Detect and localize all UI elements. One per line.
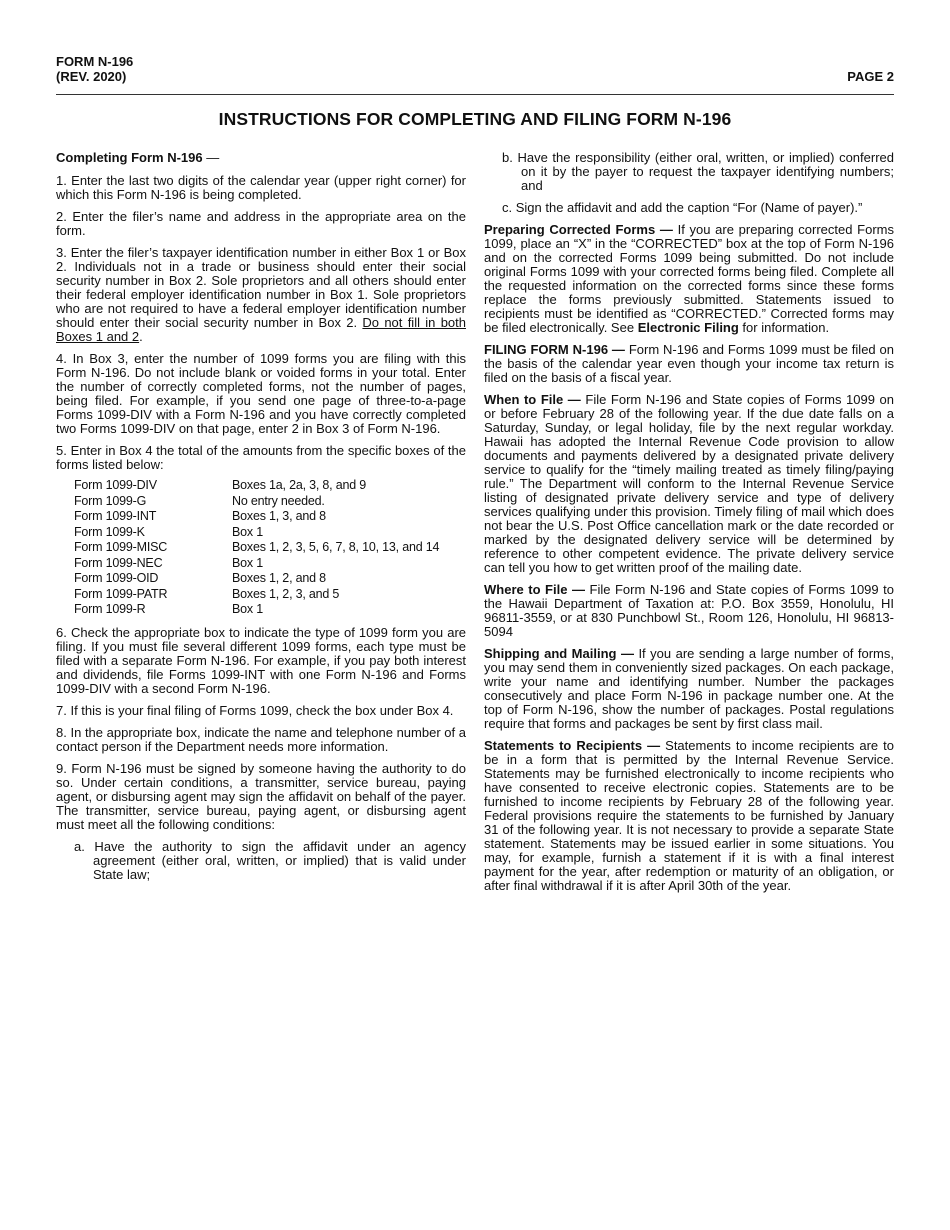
form-boxes-cell: No entry needed.: [232, 493, 325, 508]
where-text: File Form N-196 and State copies of Forms 1099 to the Hawaii Department of Taxation at: P.O. Box 3559, Honolulu, HI 96811-3559, or at 830 Punchbowl St., Room 126, Honolulu, HI 96813-5094: [484, 582, 894, 639]
statements-heading: Statements to Recipients —: [484, 738, 661, 753]
condition-b: b. Have the responsibility (either oral, written, or implied) conferred on it by the payer to request the taxpayer identifying numbers; and: [502, 150, 894, 193]
conditions-list-continued: [484, 151, 894, 215]
table-row: [74, 540, 439, 556]
shipping-text: If you are sending a large number of forms, you may send them in conveniently sized packages. On each package, write your name and identifying number. Number the packages consecutively and place Form N-196 in package number one. At the top of Form N-196, show the number of packages. Postal regulations require that forms and packages be sent by first class mail.: [484, 646, 895, 731]
filing-heading: FILING FORM N-196 —: [484, 342, 625, 357]
table-row: [74, 494, 439, 510]
table-row: [74, 509, 439, 525]
form-name-cell: Form 1099-NEC: [74, 555, 163, 570]
filing-text: Form N-196 and Forms 1099 must be filed on the basis of the calendar year even though your income tax return is filed on the basis of a fiscal year.: [484, 342, 894, 385]
section-shipping: [484, 647, 894, 731]
form-boxes-cell: Boxes 1, 2, and 8: [232, 571, 326, 585]
page-title: INSTRUCTIONS FOR COMPLETING AND FILING FORM N-196: [218, 109, 732, 129]
shipping-heading: Shipping and Mailing —: [484, 646, 634, 661]
where-heading: Where to File —: [484, 582, 585, 597]
form-header: [56, 54, 133, 84]
instruction-9: 9. Form N-196 must be signed by someone having the authority to do so. Under certain conditions, a transmitter, service bureau, paying agent, or disbursing agent may sign the affidavit on behalf of the payer. The transmitter, service bureau, paying agent, or disbursing agent must meet all the following conditions:: [56, 760, 466, 832]
corrected-end: for information.: [738, 320, 830, 335]
table-row: [74, 602, 439, 618]
page-number: PAGE 2: [847, 69, 894, 84]
instruction-3-emphasis: Do not fill in both Boxes 1 and 2: [56, 315, 466, 344]
instruction-8: 8. In the appropriate box, indicate the name and telephone number of a contact person if the Department needs more information.: [56, 724, 466, 754]
instruction-6: 6. Check the appropriate box to indicate the type of 1099 form you are filing. If you must file several different 1099 forms, each type must be filed with a separate Form N-196. For example, if you pay both interest and dividends, file Forms 1099-INT with one Form N-196 and Forms 1099-DIV with a second Form N-196.: [56, 624, 466, 696]
statements-text: Statements to income recipients are to be in a form that is permitted by the Internal Revenue Service. Statements may be furnished electronically to income recipients who have consented to receive electronic copies. Statements are to be furnished to income recipients by February 28 of the following year. Federal provisions require the statements to be furnished by January 31 of the following year. It is not necessary to provide a separate State statement. Statements may be issued earlier in some situations. You may, for example, furnish a statement if it is with a final interest payment for the year, after redemption or maturity of an obligation, or after final withdrawal if it is after April 30th of the year.: [484, 738, 894, 893]
section-where-to-file: [484, 583, 894, 639]
form-id: FORM N-196: [56, 54, 134, 69]
form-name-cell: Form 1099-PATR: [74, 586, 168, 601]
form-name-cell: Form 1099-K: [74, 524, 145, 539]
instruction-3-text: 3. Enter the filer’s taxpayer identification number in either Box 1 or Box 2. Individuals not in a trade or business should enter their social security number in Box 2. Sole proprietors and all others should enter their federal employer identification number in Box 1. Sole proprietors who are not required to have a federal employer identification number should enter their social security number in Box 2.: [56, 245, 466, 330]
instruction-4: 4. In Box 3, enter the number of 1099 forms you are filing with this Form N-196. Do not include blank or voided forms in your total. Enter the number of correctly completed forms, not the number of pages, being filed. For example, if you send one page of three-to-a-page Forms 1099-DIV with a Form N-196 and you have correctly completed two Forms 1099-DIV on that page, enter 2 in Box 3 of Form N-196.: [56, 351, 466, 436]
form-name-cell: Form 1099-INT: [74, 509, 157, 523]
form-boxes-cell: Boxes 1, 2, 3, 5, 6, 7, 8, 10, 13, and 14: [232, 540, 440, 554]
when-text: File Form N-196 and State copies of Forms 1099 on or before February 28 of the following year. If the due date falls on a Saturday, Sunday, or legal holiday, file by the next regular workday. Hawaii has adopted the Internal Revenue Code provision to allow documents and payments delivered by a designated private delivery service to qualify for the “timely mailing treated as timely filing/paying rule.” The Department will conform to the Internal Revenue Service listing of designated private delivery service and type of delivery services qualifying under this provision. Timely filing of mail which does not bear the U.S. Post Office cancellation mark or the date recorded or marked by the designated delivery service will be determined by reference to other competent evidence. The private delivery service can tell you how to get written proof of the mailing date.: [484, 392, 894, 575]
section-filing-form: [484, 343, 894, 385]
form-boxes-cell: Boxes 1, 3, and 8: [232, 509, 326, 523]
heading-text: Completing Form N-196: [56, 150, 203, 165]
header-divider: [56, 94, 894, 95]
table-row: [74, 571, 439, 587]
instruction-7: 7. If this is your final filing of Forms 1099, check the box under Box 4.: [56, 702, 454, 718]
when-heading: When to File —: [484, 392, 581, 407]
table-row: [74, 556, 439, 572]
condition-a: a. Have the authority to sign the affidavit under an agency agreement (either oral, written, or implied) that is valid under State law;: [74, 838, 466, 882]
section-when-to-file: [484, 393, 894, 575]
heading-dash: —: [202, 150, 220, 165]
table-row: [74, 587, 439, 603]
condition-c: c. Sign the affidavit and add the caption “For (Name of payer).”: [502, 200, 863, 215]
forms-boxes-table: [74, 478, 439, 618]
form-name-cell: Form 1099-OID: [74, 571, 159, 585]
form-name-cell: Form 1099-MISC: [74, 540, 168, 554]
form-name-cell: Form 1099-DIV: [74, 478, 157, 492]
electronic-filing-reference: Electronic Filing: [637, 320, 739, 335]
left-column: [56, 151, 466, 890]
table-row: [74, 478, 439, 494]
form-boxes-cell: Boxes 1a, 2a, 3, 8, and 9: [232, 478, 366, 492]
instruction-1: 1. Enter the last two digits of the calendar year (upper right corner) for which this Form N-196 is being completed.: [56, 173, 466, 202]
instruction-2: 2. Enter the filer’s name and address in the appropriate area on the form.: [56, 209, 466, 238]
section-heading-completing: [56, 151, 466, 165]
instruction-5: 5. Enter in Box 4 the total of the amounts from the specific boxes of the forms listed below:: [56, 443, 466, 472]
corrected-heading: Preparing Corrected Forms —: [484, 222, 673, 237]
form-name-cell: Form 1099-R: [74, 602, 146, 616]
section-corrected-forms: [484, 223, 894, 335]
corrected-text: If you are preparing corrected Forms 1099, place an “X” in the “CORRECTED” box at the top of Form N-196 and on the corrected Forms 1099 being submitted. Do not include original Forms 1099 with your corrected forms being filed. Complete all the requested information on the corrected forms since these forms replace the forms previously submitted. Statements issued to recipients must be identified as “CORRECTED.” Corrected forms may be filed electronically. See: [484, 222, 894, 335]
form-name-cell: Form 1099-G: [74, 493, 147, 508]
section-statements: [484, 739, 894, 893]
form-boxes-cell: Box 1: [232, 524, 263, 539]
form-boxes-cell: Box 1: [232, 555, 263, 570]
instruction-3: [56, 246, 466, 344]
table-row: [74, 525, 439, 541]
conditions-list: [56, 840, 466, 882]
form-revision: (REV. 2020): [56, 69, 127, 84]
right-column: [484, 151, 894, 901]
form-boxes-cell: Boxes 1, 2, 3, and 5: [232, 586, 340, 601]
form-boxes-cell: Box 1: [232, 602, 263, 616]
instruction-3-end: .: [139, 329, 143, 344]
